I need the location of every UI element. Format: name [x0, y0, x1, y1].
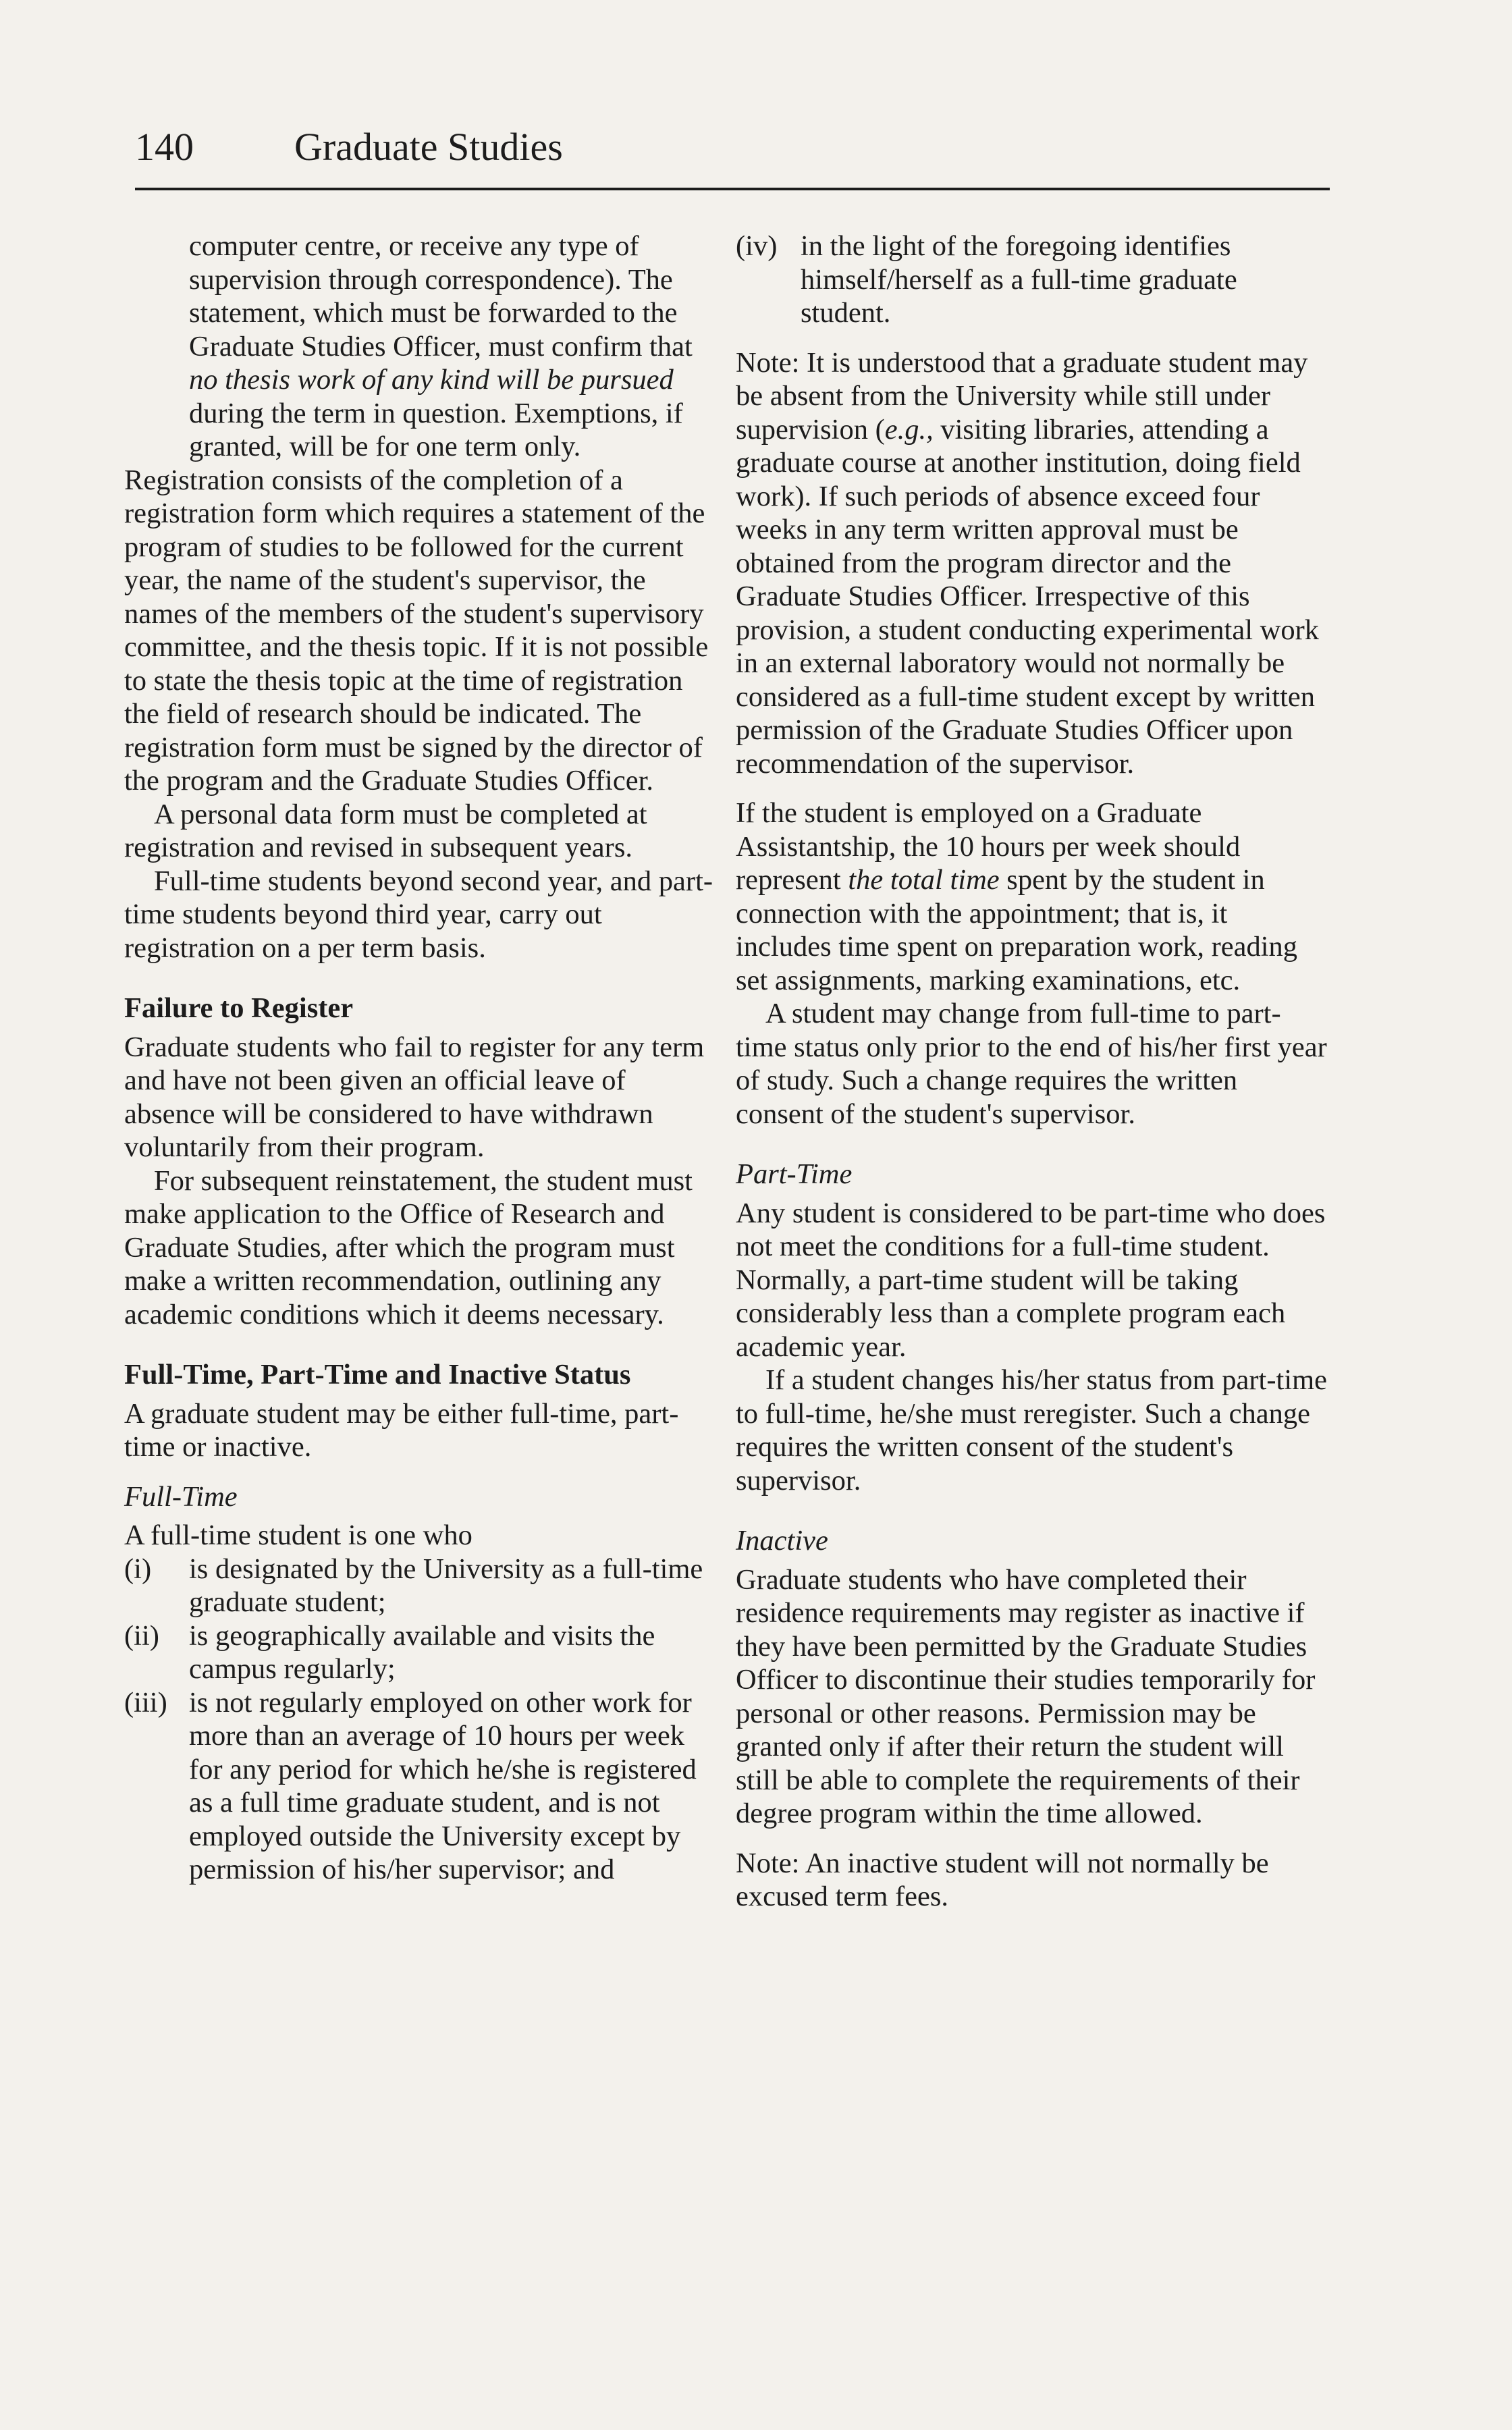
right-column: [736, 230, 1330, 1914]
text-span: spent by the student in connection with the appointment; that is, it includes time spent on preparation work, reading set assignments, marking examinations, etc.: [736, 864, 1298, 996]
emphasis-text: the total time: [848, 864, 1000, 896]
continued-paragraph: [124, 230, 718, 464]
list-number: (ii): [124, 1619, 159, 1652]
section-heading-status: Full-Time, Part-Time and Inactive Status: [124, 1359, 631, 1390]
full-time-conditions-list: [124, 1552, 718, 1887]
text-span: computer centre, or receive any type of supervision through correspondence). The statement, which must be forwarded to the Graduate Studies Officer, must confirm that: [189, 230, 693, 362]
emphasis-text: no thesis work of any kind will be pursued: [189, 364, 674, 396]
page-header: [135, 120, 1330, 188]
registration-paragraph: Registration consists of the completion of a registration form which requires a statement of the program of studies to be followed for the current year, the name of the student's supervisor, the names of the members of the student's supervisory committee, and the thesis topic. If it is not possible to state the thesis topic at the time of registration the field of research should be indicated. The registration form must be signed by the director of the program and the Graduate Studies Officer.: [124, 464, 709, 796]
list-text: is geographically available and visits the campus regularly;: [189, 1619, 655, 1685]
header-rule: [135, 188, 1330, 190]
failure-paragraph: Graduate students who fail to register for any term and have not been given an official leave of absence will be considered to have withdrawn voluntarily from their program.: [124, 1031, 705, 1163]
status-change-paragraph: A student may change from full-time to part-time status only prior to the end of his/her first year of study. Such a change requires the written consent of the student's supervisor.: [736, 998, 1327, 1130]
personal-data-paragraph: A personal data form must be completed at registration and revised in subsequent years.: [124, 798, 647, 863]
list-number: (i): [124, 1552, 152, 1585]
subheading-inactive: Inactive: [736, 1525, 828, 1557]
inactive-note: Note: An inactive student will not normally be excused term fees.: [736, 1847, 1269, 1912]
list-item: [736, 230, 1330, 330]
list-item: [124, 1686, 718, 1887]
section-heading-failure: Failure to Register: [124, 992, 354, 1024]
running-title: Graduate Studies: [294, 125, 563, 169]
text-span: Note: It is understood that a graduate student may be absent from the University while still under supervision (: [736, 346, 1308, 446]
absence-note: [736, 346, 1330, 781]
list-number: (iii): [124, 1686, 167, 1719]
assistantship-paragraph: [736, 796, 1330, 997]
full-time-intro: A full-time student is one who: [124, 1519, 473, 1551]
page-number: 140: [135, 125, 194, 169]
reinstatement-paragraph: For subsequent reinstatement, the student must make application to the Office of Research and Graduate Studies, after which the program must make a written recommendation, outlining any academic conditions which it deems necessary.: [124, 1164, 693, 1330]
list-item: [124, 1552, 718, 1619]
list-number: (iv): [736, 230, 778, 262]
emphasis-text: e.g.,: [884, 413, 934, 446]
list-item: [124, 1619, 718, 1686]
list-text: is not regularly employed on other work for more than an average of 10 hours per week for any period for which he/she is registered as a full time graduate student, and is not employed outside the University except by permission of his/her supervisor; and: [189, 1686, 697, 1885]
list-text: in the light of the foregoing identifies himself/herself as a full-time graduate student.: [801, 230, 1237, 329]
subheading-part-time: Part-Time: [736, 1158, 853, 1190]
reregister-paragraph: If a student changes his/her status from part-time to full-time, he/she must reregister. Such a change requires the written consent of the student's supervisor.: [736, 1364, 1328, 1496]
text-span: If the student is employed on a Graduate Assistantship, the 10 hours per week should represent: [736, 797, 1241, 896]
left-column: [124, 230, 718, 1887]
list-text: is designated by the University as a full-time graduate student;: [189, 1552, 703, 1618]
subheading-full-time: Full-Time: [124, 1480, 238, 1513]
per-term-paragraph: Full-time students beyond second year, and part-time students beyond third year, carry out registration on a per term basis.: [124, 865, 713, 964]
text-span: visiting libraries, attending a graduate course at another institution, doing field work). If such periods of absence exceed four weeks in any term written approval must be obtained from the program director and the Graduate Studies Officer. Irrespective of this provision, a student conducting experimental work in an external laboratory would not normally be considered as a full-time student except by written permission of the Graduate Studies Officer upon recommendation of the supervisor.: [736, 413, 1319, 780]
status-paragraph: A graduate student may be either full-time, part-time or inactive.: [124, 1397, 679, 1463]
inactive-paragraph: Graduate students who have completed their residence requirements may register as inactive if they have been permitted by the Graduate Studies Officer to discontinue their studies temporarily for personal or other reasons. Permission may be granted only if after their return the student will still be able to complete the requirements of their degree program within the time allowed.: [736, 1563, 1316, 1829]
text-span: during the term in question. Exemptions, if granted, will be for one term only.: [189, 397, 683, 462]
full-time-conditions-list-continued: [736, 230, 1330, 330]
part-time-paragraph: Any student is considered to be part-time who does not meet the conditions for a full-time student. Normally, a part-time student will be taking considerably less than a complete program each academic year.: [736, 1197, 1326, 1363]
